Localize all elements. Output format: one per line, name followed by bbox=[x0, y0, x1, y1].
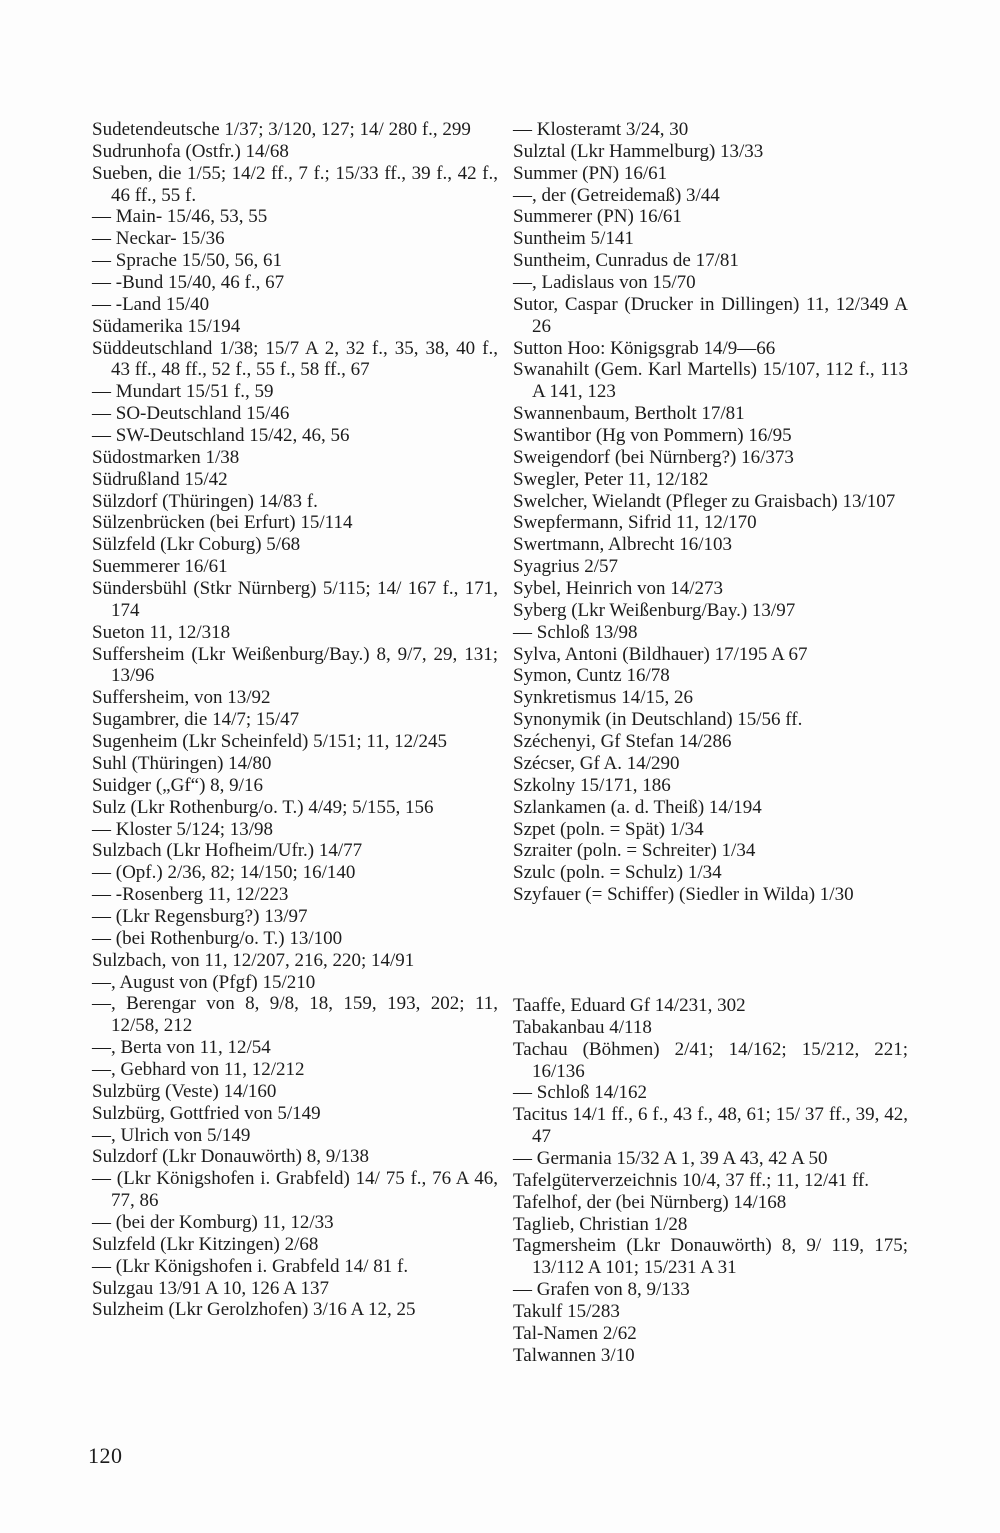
index-entry: Sutton Hoo: Königsgrab 14/9—66 bbox=[513, 337, 776, 359]
index-entry: Synonymik (in Deutschland) 15/56 ff. bbox=[513, 709, 803, 731]
index-entry: Summer (PN) 16/61 bbox=[513, 162, 668, 184]
index-entry: Sutor, Caspar (Drucker in Dillingen) 11, 12/349 A 26 bbox=[513, 293, 908, 337]
index-entry: Tal-Namen 2/62 bbox=[513, 1322, 637, 1344]
index-entry: Sulztal (Lkr Hammelburg) 13/33 bbox=[513, 140, 764, 162]
index-entry: Tabakanbau 4/118 bbox=[513, 1016, 652, 1038]
index-entry: — SW-Deutschland 15/42, 46, 56 bbox=[92, 425, 350, 447]
index-entry: Sulzbürg (Veste) 14/160 bbox=[92, 1080, 277, 1102]
index-entry: — (bei der Komburg) 11, 12/33 bbox=[92, 1211, 334, 1233]
index-entry: Tachau (Böhmen) 2/41; 14/162; 15/212, 221; 16/136 bbox=[513, 1038, 908, 1082]
index-entry: — Grafen von 8, 9/133 bbox=[513, 1279, 690, 1301]
index-entry: Suidger („Gf“) 8, 9/16 bbox=[92, 774, 263, 796]
index-entry: Swannenbaum, Bertholt 17/81 bbox=[513, 403, 745, 425]
index-entry: Suntheim, Cunradus de 17/81 bbox=[513, 250, 739, 272]
index-entry: Sülzfeld (Lkr Coburg) 5/68 bbox=[92, 534, 301, 556]
index-entry: Szyfauer (= Schiffer) (Siedler in Wilda) 1/30 bbox=[513, 884, 854, 906]
index-group-t bbox=[513, 995, 908, 1367]
letter-section-gap bbox=[513, 906, 908, 995]
index-entry: — -Rosenberg 11, 12/223 bbox=[92, 884, 289, 906]
index-entry: Taglieb, Christian 1/28 bbox=[513, 1213, 688, 1235]
index-entry: Swegler, Peter 11, 12/182 bbox=[513, 468, 709, 490]
index-entry: —, Berengar von 8, 9/8, 18, 159, 193, 202; 11, 12/58, 212 bbox=[92, 993, 498, 1037]
index-entry: —, August von (Pfgf) 15/210 bbox=[92, 971, 316, 993]
index-entry: —, Berta von 11, 12/54 bbox=[92, 1037, 271, 1059]
index-entry: — (Lkr Königshofen i. Grabfeld) 14/ 75 f., 76 A 46, 77, 86 bbox=[92, 1168, 498, 1212]
index-entry: Sulzbürg, Gottfried von 5/149 bbox=[92, 1102, 321, 1124]
index-entry: — Schloß 14/162 bbox=[513, 1082, 648, 1104]
index-entry: Sulzheim (Lkr Gerolzhofen) 3/16 A 12, 25 bbox=[92, 1299, 416, 1321]
index-entry: — (bei Rothenburg/o. T.) 13/100 bbox=[92, 927, 343, 949]
index-entry: Takulf 15/283 bbox=[513, 1300, 620, 1322]
index-entry: — Sprache 15/50, 56, 61 bbox=[92, 250, 282, 272]
index-entry: Südrußland 15/42 bbox=[92, 468, 228, 490]
index-entry: Sülzdorf (Thüringen) 14/83 f. bbox=[92, 490, 318, 512]
index-entry: Suffersheim (Lkr Weißenburg/Bay.) 8, 9/7, 29, 131; 13/96 bbox=[92, 643, 498, 687]
index-entry: —, Ulrich von 5/149 bbox=[92, 1124, 251, 1146]
index-entry: —, Gebhard von 11, 12/212 bbox=[92, 1058, 305, 1080]
index-entry: Tacitus 14/1 ff., 6 f., 43 f., 48, 61; 15/ 37 ff., 39, 42, 47 bbox=[513, 1104, 908, 1148]
index-entry: Süddeutschland 1/38; 15/7 A 2, 32 f., 35, 38, 40 f., 43 ff., 48 ff., 52 f., 55 f., 58 ff., 67 bbox=[92, 337, 498, 381]
index-entry: Swelcher, Wielandt (Pfleger zu Graisbach) 13/107 bbox=[513, 490, 896, 512]
index-entry: — Main- 15/46, 53, 55 bbox=[92, 206, 268, 228]
index-entry: Sueton 11, 12/318 bbox=[92, 621, 231, 643]
index-entry: — SO-Deutschland 15/46 bbox=[92, 403, 290, 425]
index-entry: Summerer (PN) 16/61 bbox=[513, 206, 682, 228]
index-entry: Sudrunhofa (Ostfr.) 14/68 bbox=[92, 140, 289, 162]
index-column-right bbox=[513, 119, 908, 1367]
index-entry: — Mundart 15/51 f., 59 bbox=[92, 381, 274, 403]
index-entry: Suffersheim, von 13/92 bbox=[92, 687, 271, 709]
index-entry: Synkretismus 14/15, 26 bbox=[513, 687, 693, 709]
index-entry: — Klosteramt 3/24, 30 bbox=[513, 119, 689, 140]
index-entry: Südamerika 15/194 bbox=[92, 315, 241, 337]
index-entry: Sugenheim (Lkr Scheinfeld) 5/151; 11, 12/245 bbox=[92, 731, 447, 753]
index-entry: Tafelhof, der (bei Nürnberg) 14/168 bbox=[513, 1191, 787, 1213]
index-entry: Sugambrer, die 14/7; 15/47 bbox=[92, 709, 300, 731]
index-entry: — Neckar- 15/36 bbox=[92, 228, 225, 250]
index-entry: Suhl (Thüringen) 14/80 bbox=[92, 752, 272, 774]
index-entry: Syberg (Lkr Weißenburg/Bay.) 13/97 bbox=[513, 599, 796, 621]
index-entry: Sulzfeld (Lkr Kitzingen) 2/68 bbox=[92, 1233, 319, 1255]
index-entry: Szulc (poln. = Schulz) 1/34 bbox=[513, 862, 722, 884]
index-entry: Széchenyi, Gf Stefan 14/286 bbox=[513, 731, 732, 753]
index-entry: Südostmarken 1/38 bbox=[92, 446, 240, 468]
index-entry: Swanahilt (Gem. Karl Martells) 15/107, 112 f., 113 A 141, 123 bbox=[513, 359, 908, 403]
index-entry: — Kloster 5/124; 13/98 bbox=[92, 818, 274, 840]
index-entry: Swantibor (Hg von Pommern) 16/95 bbox=[513, 425, 792, 447]
index-entry: Szécser, Gf A. 14/290 bbox=[513, 752, 680, 774]
index-entry: Szpet (poln. = Spät) 1/34 bbox=[513, 818, 704, 840]
page-number: 120 bbox=[88, 1443, 123, 1468]
index-entry: Sybel, Heinrich von 14/273 bbox=[513, 578, 724, 600]
index-entry: Suntheim 5/141 bbox=[513, 228, 634, 250]
index-entry: — (Lkr Regensburg?) 13/97 bbox=[92, 905, 308, 927]
index-entry: Swertmann, Albrecht 16/103 bbox=[513, 534, 732, 556]
index-entry: — (Lkr Königshofen i. Grabfeld 14/ 81 f. bbox=[92, 1255, 409, 1277]
index-entry: Sülzenbrücken (bei Erfurt) 15/114 bbox=[92, 512, 353, 534]
index-entry: Tafelgüterverzeichnis 10/4, 37 ff.; 11, 12/41 ff. bbox=[513, 1169, 870, 1191]
index-group-s bbox=[513, 119, 908, 906]
index-entry: Sudetendeutsche 1/37; 3/120, 127; 14/ 280 f., 299 bbox=[92, 119, 471, 140]
index-entry: — (Opf.) 2/36, 82; 14/150; 16/140 bbox=[92, 862, 356, 884]
index-entry: Sulz (Lkr Rothenburg/o. T.) 4/49; 5/155, 156 bbox=[92, 796, 434, 818]
index-entry: — Schloß 13/98 bbox=[513, 621, 638, 643]
index-entry: — Germania 15/32 A 1, 39 A 43, 42 A 50 bbox=[513, 1147, 828, 1169]
index-entry: Suemmerer 16/61 bbox=[92, 556, 228, 578]
index-entry: Symon, Cuntz 16/78 bbox=[513, 665, 670, 687]
index-entry: Syagrius 2/57 bbox=[513, 556, 619, 578]
index-entry: — -Land 15/40 bbox=[92, 293, 210, 315]
index-column-left bbox=[92, 119, 498, 1321]
index-entry: Sweigendorf (bei Nürnberg?) 16/373 bbox=[513, 446, 794, 468]
index-entry: Sulzdorf (Lkr Donauwörth) 8, 9/138 bbox=[92, 1146, 370, 1168]
index-entry: Sulzgau 13/91 A 10, 126 A 137 bbox=[92, 1277, 329, 1299]
index-entry: Swepfermann, Sifrid 11, 12/170 bbox=[513, 512, 757, 534]
index-entry: Sündersbühl (Stkr Nürnberg) 5/115; 14/ 167 f., 171, 174 bbox=[92, 578, 498, 621]
index-entry: Szraiter (poln. = Schreiter) 1/34 bbox=[513, 840, 756, 862]
index-entry: —, der (Getreidemaß) 3/44 bbox=[513, 184, 720, 206]
index-entry: Sueben, die 1/55; 14/2 ff., 7 f.; 15/33 ff., 39 f., 42 f., 46 ff., 55 f. bbox=[92, 162, 498, 206]
index-entry: Szkolny 15/171, 186 bbox=[513, 774, 671, 796]
index-entry: Taaffe, Eduard Gf 14/231, 302 bbox=[513, 994, 746, 1016]
index-entry: Sulzbach, von 11, 12/207, 216, 220; 14/91 bbox=[92, 949, 415, 971]
index-entry: Tagmersheim (Lkr Donauwörth) 8, 9/ 119, 175; 13/112 A 101; 15/231 A 31 bbox=[513, 1235, 908, 1279]
index-entry: — -Bund 15/40, 46 f., 67 bbox=[92, 272, 285, 294]
index-entry: Sulzbach (Lkr Hofheim/Ufr.) 14/77 bbox=[92, 840, 363, 862]
index-entry: Sylva, Antoni (Bildhauer) 17/195 A 67 bbox=[513, 643, 808, 665]
index-entry: —, Ladislaus von 15/70 bbox=[513, 272, 696, 294]
index-entry: Szlankamen (a. d. Theiß) 14/194 bbox=[513, 796, 762, 818]
index-entry: Talwannen 3/10 bbox=[513, 1344, 635, 1366]
